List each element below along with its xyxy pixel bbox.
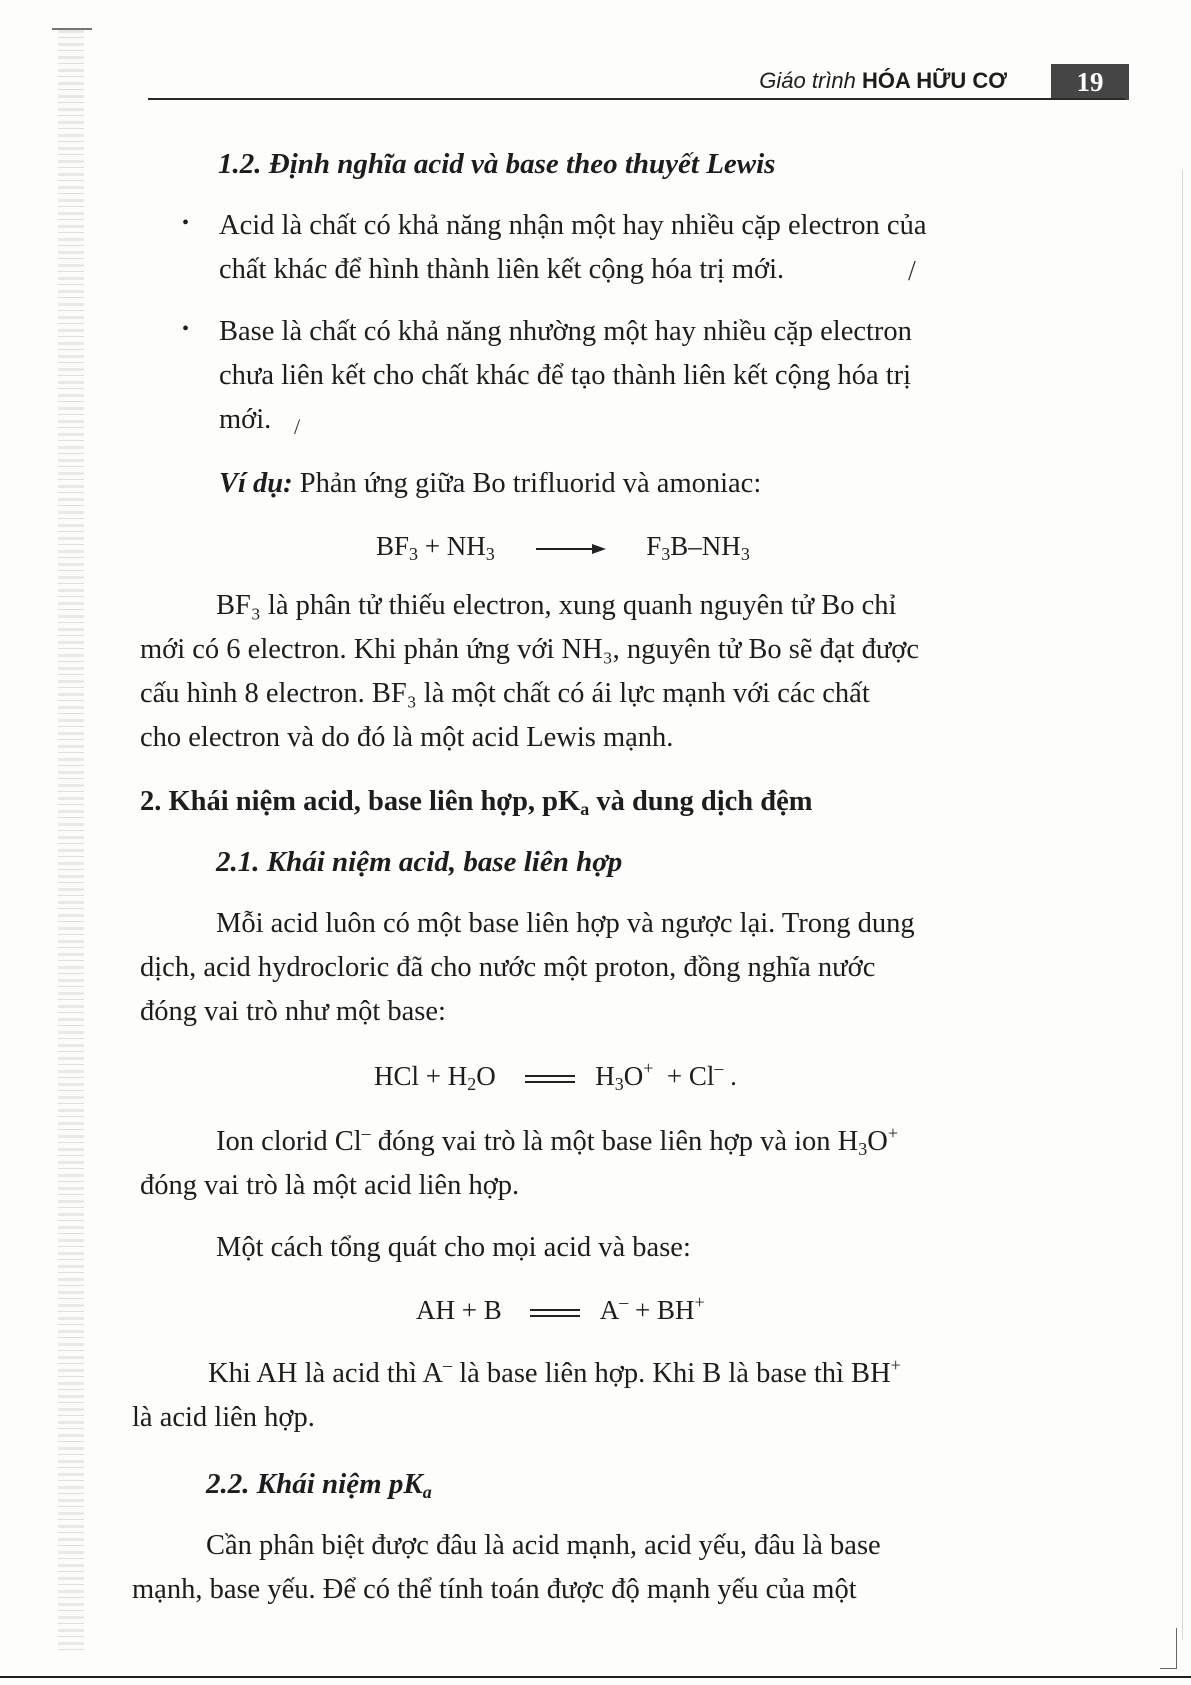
equation-ah-b xyxy=(416,1292,705,1328)
eq1-bnh-sub: 3 xyxy=(740,544,750,564)
bullet-dot: • xyxy=(182,318,190,340)
eq2-o: O xyxy=(476,1061,496,1091)
para-bf3-line-2: mới có 6 electron. Khi phản ứng với NH₃, nguyên tử Bo sẽ đạt được xyxy=(140,634,920,665)
header-rule xyxy=(148,98,1125,100)
para-bf3-line-1: BF₃ là phân tử thiếu electron, xung quanh nguyên tử Bo chỉ xyxy=(216,590,897,621)
pen-tick-mark: / xyxy=(908,256,916,287)
reaction-arrow-icon xyxy=(536,543,606,555)
example-label: Ví dụ: xyxy=(219,468,293,499)
para-ion-line-1 xyxy=(216,1124,898,1160)
eq3-a-sup: – xyxy=(619,1292,629,1312)
para-2-1-line-2: dịch, acid hydrocloric đã cho nước một proton, đồng nghĩa nước xyxy=(140,952,876,983)
equation-bf3-nh3 xyxy=(376,528,750,564)
ion-mid: đóng vai trò là một base liên hợp và ion H xyxy=(370,1126,859,1157)
para-2-1-line-3: đóng vai trò như một base: xyxy=(140,996,446,1027)
example-text: Phản ứng giữa Bo trifluorid và amoniac: xyxy=(292,468,762,499)
eq2-hcl: HCl xyxy=(374,1061,420,1091)
page-header xyxy=(148,68,1125,100)
ion-sup: – xyxy=(361,1123,371,1143)
eq2-h: + H xyxy=(425,1061,468,1091)
eq2-dot: . xyxy=(730,1061,737,1091)
eq3-bh: + BH xyxy=(628,1295,695,1325)
eq1-bnh: B–NH xyxy=(670,531,741,561)
bullet-1-line-1: Acid là chất có khả năng nhận một hay nhiều cặp electron của xyxy=(219,210,927,241)
bullet-1-line-2: chất khác để hình thành liên kết cộng hóa trị mới. xyxy=(219,254,785,285)
ion-sub: 3 xyxy=(858,1139,868,1159)
eq3-a: A xyxy=(599,1295,620,1325)
eq3-ah-b: AH + B xyxy=(416,1295,502,1325)
heading-2-1: 2.1. Khái niệm acid, base liên hợp xyxy=(216,846,623,878)
eq2-h3: H xyxy=(595,1061,615,1091)
bullet-2-line-3: mới. xyxy=(219,404,272,435)
pen-tick-mark: / xyxy=(294,414,301,439)
heading-2-2-sub: a xyxy=(422,1482,432,1502)
eq3-bh-sup: + xyxy=(694,1292,705,1312)
ion-pre: Ion clorid Cl xyxy=(216,1126,362,1157)
heading-2-sub: a xyxy=(580,799,590,819)
bullet-dot: • xyxy=(182,212,190,234)
ion-sup2: + xyxy=(887,1123,899,1143)
heading-2-2 xyxy=(206,1466,432,1502)
running-head-title: HÓA HỮU CƠ xyxy=(862,68,1007,93)
eq2-h3-sub: 3 xyxy=(614,1074,624,1094)
para-ah-line-1 xyxy=(208,1356,901,1392)
para-bf3-line-3: cấu hình 8 electron. BF₃ là một chất có ái lực mạnh với các chất xyxy=(140,678,870,709)
eq1-nh-sub: 3 xyxy=(485,544,495,564)
para-bf3-line-4: cho electron và do đó là một acid Lewis mạnh. xyxy=(140,722,674,753)
para-pka-line-2: mạnh, base yếu. Để có thể tính toán được độ mạnh yếu của một xyxy=(132,1574,857,1605)
eq1-bf: BF xyxy=(376,531,410,561)
para-2-1-line-1: Mỗi acid luôn có một base liên hợp và ngược lại. Trong dung xyxy=(216,908,915,939)
page-number: 19 xyxy=(1051,64,1129,100)
equilibrium-arrow-icon xyxy=(525,1072,575,1086)
eq2-o-sup: + xyxy=(643,1058,654,1078)
heading-2-pre: 2. Khái niệm acid, base liên hợp, pK xyxy=(140,786,581,817)
heading-1-2: 1.2. Định nghĩa acid và base theo thuyết Lewis xyxy=(218,148,776,180)
running-head-prefix: Giáo trình xyxy=(759,68,863,93)
eq1-nh: + NH xyxy=(418,531,486,561)
heading-2-2-pre: 2.2. Khái niệm pK xyxy=(206,1468,423,1500)
para-pka-line-1: Cần phân biệt được đâu là acid mạnh, acid yếu, đâu là base xyxy=(206,1530,881,1561)
ah-mid: là base liên hợp. Khi B là base thì BH xyxy=(452,1358,891,1389)
eq1-bf-sub: 3 xyxy=(409,544,419,564)
running-head xyxy=(759,68,1007,94)
ion-post: O xyxy=(867,1126,888,1157)
equation-hcl-water xyxy=(374,1058,737,1094)
eq1-f-sub: 3 xyxy=(661,544,671,564)
eq2-o-plus: O xyxy=(623,1061,644,1091)
ah-pre: Khi AH là acid thì A xyxy=(208,1358,444,1389)
heading-2 xyxy=(140,784,813,820)
para-general: Một cách tổng quát cho mọi acid và base: xyxy=(216,1232,691,1263)
page-edge-bottom xyxy=(0,1676,1191,1678)
bullet-2-line-1: Base là chất có khả năng nhường một hay nhiều cặp electron xyxy=(219,316,912,347)
example-line xyxy=(219,466,761,502)
para-ion-line-2: đóng vai trò là một acid liên hợp. xyxy=(140,1170,520,1201)
page-edge-right xyxy=(1182,170,1183,1640)
eq1-f: F xyxy=(646,531,662,561)
book-binding-edge xyxy=(58,30,84,1650)
heading-2-post: và dung dịch đệm xyxy=(589,786,813,817)
bullet-2-line-2: chưa liên kết cho chất khác để tạo thành liên kết cộng hóa trị xyxy=(219,360,912,391)
ah-sup2: + xyxy=(890,1355,901,1375)
ah-sup: – xyxy=(443,1355,453,1375)
equilibrium-arrow-icon xyxy=(530,1306,580,1320)
page-corner-mark xyxy=(1160,1628,1177,1669)
eq2-cl-sup: – xyxy=(714,1058,724,1078)
eq2-h-sub: 2 xyxy=(467,1074,477,1094)
eq2-cl: + Cl xyxy=(666,1061,715,1091)
para-ah-line-2: là acid liên hợp. xyxy=(132,1402,315,1433)
